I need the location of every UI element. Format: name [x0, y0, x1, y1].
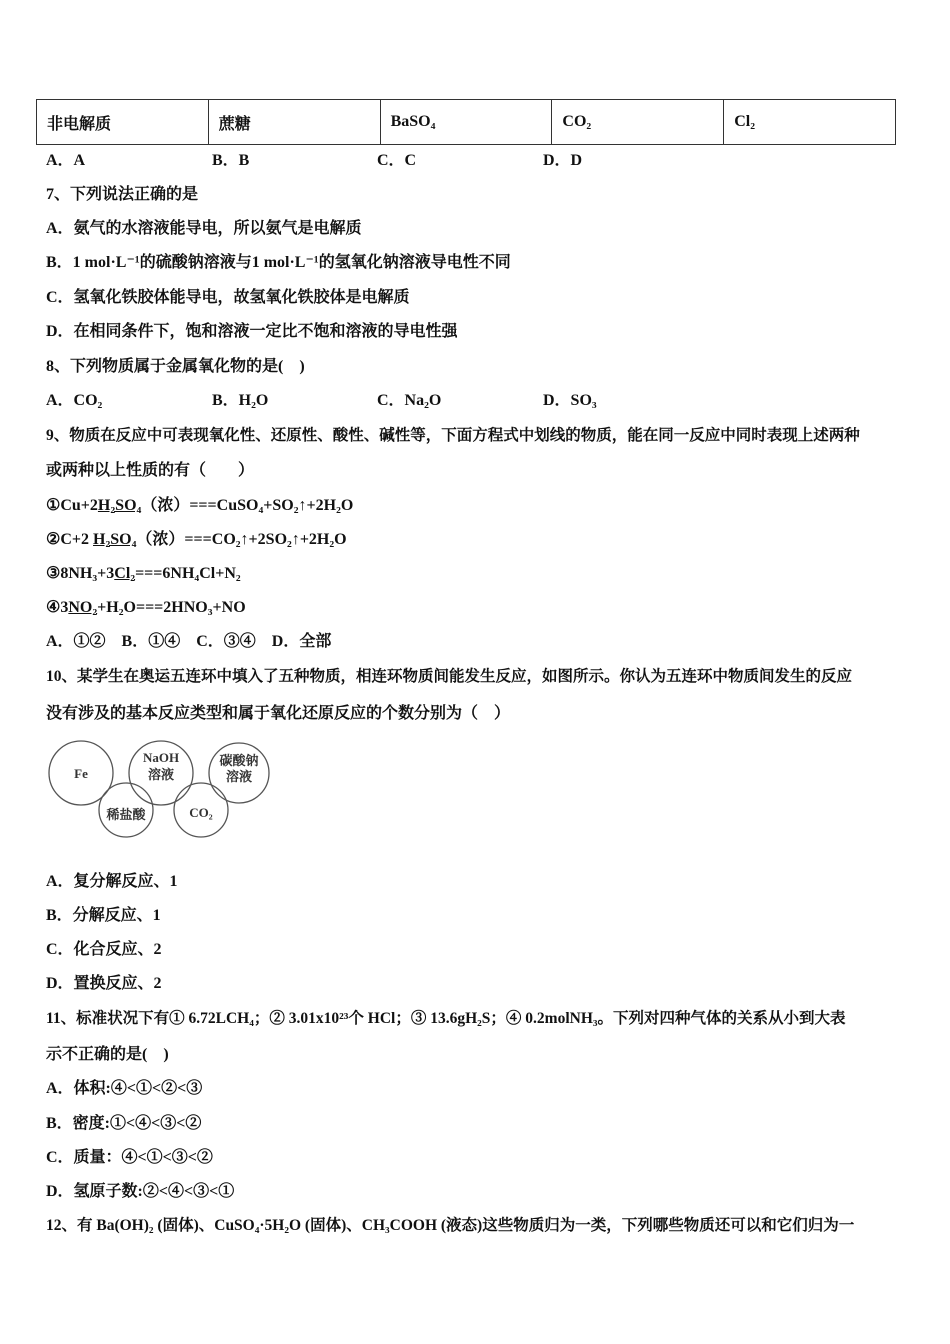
eq-text: ④3	[46, 599, 69, 616]
table-cell: 蔗糖	[208, 100, 380, 145]
eq-text: （浓）===CuSO₄+SO₂↑+2H₂O	[141, 497, 354, 514]
q11-stem-line1: 11、标准状况下有① 6.72LCH₄；② 3.01x10²³个 HCl；③ 13.6gH₂S；④ 0.2molNH₃。下列对四种气体的关系从小到大表	[46, 1010, 846, 1027]
table-cell: BaSO₄	[380, 100, 552, 145]
eq-underlined: NO₂	[68, 599, 98, 616]
q7-stem: 7、下列说法正确的是	[46, 186, 199, 203]
q9-equation-4	[46, 598, 246, 618]
table-cell: Cl₂	[724, 100, 896, 145]
ring-label: Fe	[74, 766, 88, 781]
q6-option-b: B．B	[212, 152, 250, 169]
eq-text: +H₂O===2HNO₃+NO	[97, 599, 246, 616]
q8-option-c: C．Na₂O	[377, 392, 442, 409]
q10-option-b: B．分解反应、1	[46, 907, 161, 924]
rings-diagram	[46, 733, 276, 838]
table-cell: CO₂	[552, 100, 724, 145]
ring-label: CO₂	[189, 805, 213, 820]
q9-equation-3	[46, 564, 241, 584]
q10-stem-line1: 10、某学生在奥运五连环中填入了五种物质，相连环物质间能发生反应，如图所示。你认为五连环中物质间发生的反应	[46, 668, 853, 685]
q10-option-d: D．置换反应、2	[46, 975, 162, 992]
q7-option-b: B．1 mol·L⁻¹的硫酸钠溶液与1 mol·L⁻¹的氢氧化钠溶液导电性不同	[46, 254, 511, 271]
q9-equation-1	[46, 496, 353, 516]
q8-option-d: D．SO₃	[543, 392, 597, 409]
eq-text: （浓）===CO₂↑+2SO₂↑+2H₂O	[136, 531, 347, 548]
q6-option-a: A．A	[46, 152, 86, 169]
ring-label: 溶液	[225, 769, 253, 784]
ring-label: 稀盐酸	[106, 807, 146, 822]
eq-text: ①Cu+2	[46, 497, 98, 514]
q10-stem-line2: 没有涉及的基本反应类型和属于氧化还原反应的个数分别为（ ）	[46, 705, 511, 722]
q12-stem-line1: 12、有 Ba(OH)₂ (固体)、CuSO₄·5H₂O (固体)、CH₃COOH (液态)这些物质归为一类，下列哪些物质还可以和它们归为一	[46, 1217, 855, 1234]
q7-option-d: D．在相同条件下，饱和溶液一定比不饱和溶液的导电性强	[46, 323, 458, 340]
table-cell: 非电解质	[37, 100, 209, 145]
eq-underlined: Cl₂	[114, 565, 136, 582]
q9-equation-2	[46, 530, 347, 550]
q6-option-c: C．C	[377, 152, 417, 169]
q9-options: A．①② B．①④ C．③④ D．全部	[46, 633, 332, 650]
q10-option-a: A．复分解反应、1	[46, 873, 178, 890]
q7-option-a: A．氨气的水溶液能导电，所以氨气是电解质	[46, 220, 362, 237]
table-row	[37, 100, 896, 145]
eq-text: ③8NH₃+3	[46, 565, 115, 582]
q11-option-b: B．密度:①<④<③<②	[46, 1115, 202, 1132]
q9-stem-line1: 9、物质在反应中可表现氧化性、还原性、酸性、碱性等，下面方程式中划线的物质，能在同一反应中同时表现上述两种	[46, 427, 860, 444]
eq-text: ②C+2	[46, 531, 94, 548]
ring-label: 溶液	[147, 767, 175, 782]
q6-option-d: D．D	[543, 152, 583, 169]
q11-option-c: C．质量：④<①<③<②	[46, 1149, 213, 1166]
q9-stem-line2: 或两种以上性质的有（ ）	[46, 462, 255, 479]
ring-label: NaOH	[142, 750, 180, 765]
q11-option-d: D．氢原子数:②<④<③<①	[46, 1183, 235, 1200]
q7-option-c: C．氢氧化铁胶体能导电，故氢氧化铁胶体是电解质	[46, 289, 410, 306]
q8-option-b: B．H₂O	[212, 392, 269, 409]
olympic-rings-figure	[46, 733, 276, 838]
classification-table	[36, 99, 896, 145]
ring-label: 碳酸钠	[219, 753, 259, 768]
q10-option-c: C．化合反应、2	[46, 941, 162, 958]
q11-stem-line2: 示不正确的是( )	[46, 1046, 169, 1063]
q8-stem: 8、下列物质属于金属氧化物的是( )	[46, 358, 305, 375]
eq-underlined: H₂SO₄	[93, 531, 137, 548]
eq-text: ===6NH₄Cl+N₂	[135, 565, 241, 582]
q11-option-a: A．体积:④<①<②<③	[46, 1080, 203, 1097]
q8-option-a: A．CO₂	[46, 392, 103, 409]
eq-underlined: H₂SO₄	[97, 497, 142, 514]
